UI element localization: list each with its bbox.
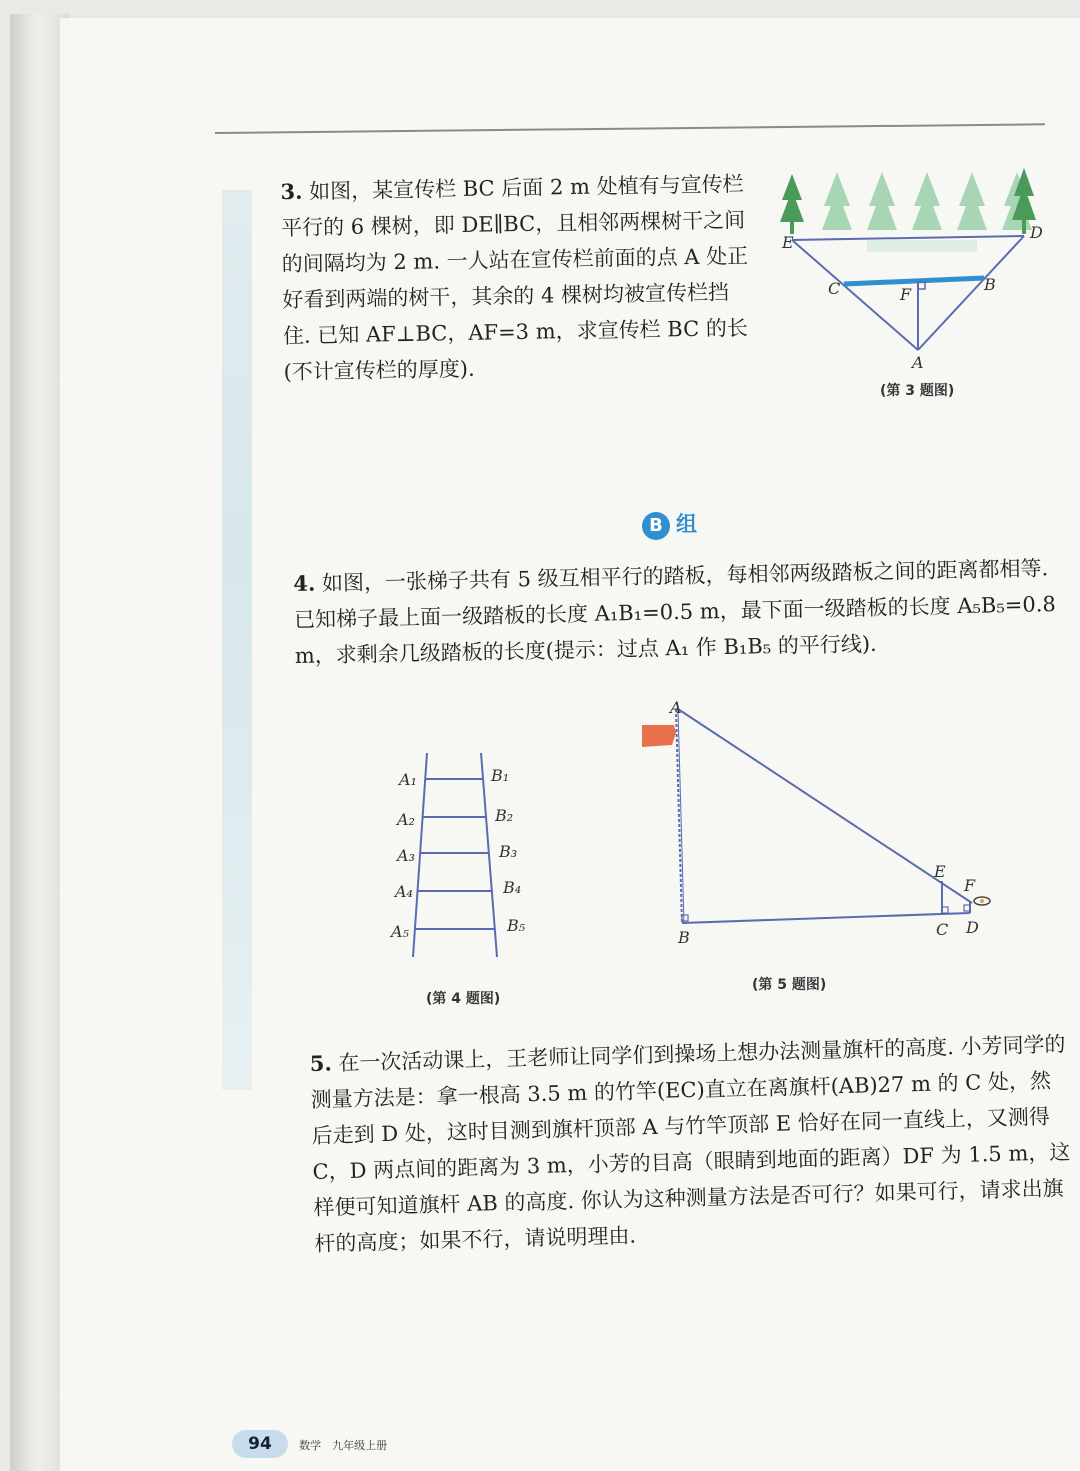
ladder-label-A1: A₁ <box>399 770 417 789</box>
ladder-label-B2: B₂ <box>495 806 514 825</box>
figure-3-caption: (第 3 题图) <box>880 383 955 399</box>
fig3-label-E: E <box>782 233 794 252</box>
problem-4-number: 4. <box>293 570 316 597</box>
ladder-label-A3: A₃ <box>397 846 415 865</box>
flag <box>642 725 676 747</box>
problem-5-text: 在一次活动课上，王老师让同学们到操场上想办法测量旗杆的高度. 小芳同学的测量方法是：拿一根高 3.5 m 的竹竿(EC)直立在离旗杆(AB)27 m 的 C 处，然后走到 D 处，这时目测到旗杆顶部 A 与竹竿顶部 E 恰好在同一直线上，又测得 C，D 两点间的距离为 3 m，小芳的目高（眼睛到地面的距离）DF 为 1.5 m，这样便可知道旗杆 AB 的高度. 你认为这种测量方法是否可行？如果可行，请求出旗杆的高度；如果不行，请说明理由. <box>310 1032 1071 1256</box>
fig5-label-E: E <box>934 862 946 881</box>
fig3-label-D: D <box>1030 223 1043 242</box>
group-b-badge: B <box>642 512 670 540</box>
figure-4-ladder <box>385 745 535 965</box>
ladder-label-A4: A₄ <box>395 882 413 901</box>
group-b-heading <box>642 508 697 540</box>
page-footer <box>232 1430 387 1458</box>
book-title: 数学 九年级上册 <box>299 1438 388 1452</box>
problem-5 <box>309 1026 1074 1262</box>
problem-3 <box>280 166 754 390</box>
eye-icon <box>974 897 990 905</box>
tree-row <box>780 168 1036 234</box>
problem-4 <box>293 550 1063 674</box>
problem-3-text: 如图，某宣传栏 BC 后面 2 m 处植有与宣传栏平行的 6 棵树，即 DE∥BC，且相邻两棵树干之间的间隔均为 2 m. 一人站在宣传栏前面的点 A 处正好看到两端的树干，其余的 4 棵树均被宣传栏挡住. 已知 AF⊥BC，AF=3 m，求宣传栏 BC 的长(不计宣传栏的厚度). <box>280 172 749 385</box>
fig3-label-B: B <box>984 275 996 294</box>
group-b-label: 组 <box>676 512 697 536</box>
margin-color-band <box>222 190 252 1090</box>
figure-5-flagpole <box>630 695 1000 955</box>
end-tree-left <box>780 174 804 222</box>
fig5-label-D: D <box>966 918 979 937</box>
figure-4-caption: (第 4 题图) <box>426 991 501 1007</box>
fig5-label-A: A <box>670 698 682 717</box>
fig3-label-F: F <box>900 285 912 304</box>
page-number: 94 <box>232 1430 288 1458</box>
fig3-label-C: C <box>828 279 841 298</box>
problem-5-number: 5. <box>309 1050 333 1076</box>
figure-5-caption: (第 5 题图) <box>752 977 827 993</box>
ladder-label-B1: B₁ <box>491 766 510 785</box>
problem-3-number: 3. <box>280 178 303 205</box>
ladder-label-B3: B₃ <box>499 842 518 861</box>
ladder-label-A2: A₂ <box>397 810 415 829</box>
fig5-label-F: F <box>964 876 976 895</box>
figure-3 <box>772 160 1062 375</box>
fig5-label-C: C <box>936 920 949 939</box>
ladder-label-A5: A₅ <box>391 922 409 941</box>
ladder-label-B5: B₅ <box>507 916 526 935</box>
ladder-label-B4: B₄ <box>503 878 522 897</box>
problem-4-text: 如图，一张梯子共有 5 级互相平行的踏板，每相邻两级踏板之间的距离都相等. 已知梯子最上面一级踏板的长度 A₁B₁=0.5 m，最下面一级踏板的长度 A₅B₅=0.8 m，求剩余几级踏板的长度(提示：过点 A₁ 作 B₁B₅ 的平行线). <box>293 556 1056 669</box>
fig5-label-B: B <box>678 928 690 947</box>
fig3-label-A: A <box>912 353 924 372</box>
